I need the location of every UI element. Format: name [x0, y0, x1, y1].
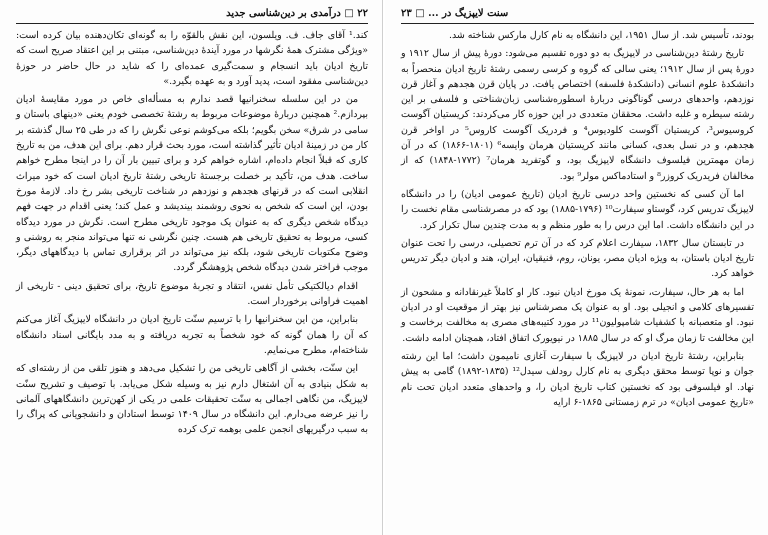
paragraph: اما آن کسی که نخستین واحد درسی تاریخ ادیان (تاریخ عمومی ادیان) را در دانشگاه لایپزیگ تدریس کرد، گوستاو سیفارت¹⁰ (۱۷۹۶-۱۸۸۵) بود که در مصرشناسی مقام نخست را در این دانشگاه داشت. اما این درس را به طور منظم و به مدت چندین سال تکرار کرد.: [401, 188, 754, 231]
right-page-body: [401, 28, 754, 410]
separator-square: □: [415, 7, 425, 19]
paragraph: اقدام دیالکتیکی تأمل نفس، انتقاد و تجربهٔ موضوع تاریخ، برای تحقیق دینی - تاریخی از اهمیت فراوانی برخوردار است.: [16, 280, 368, 308]
left-page: [0, 0, 383, 535]
paragraph: بنابراین، من این سخنرانیها را با ترسیم سنّت تاریخ ادیان در دانشگاه لایپزیگ آغاز می‌کنم که آن را همان گونه که خود شخصاً به تجربه دریافته و به مدد بایگانی اسناد دانشگاه شناخته‌ام، مطرح می‌نمایم.: [16, 314, 368, 356]
right-page-header: [401, 6, 754, 24]
left-page-body: [16, 28, 368, 438]
right-page: [385, 0, 768, 535]
running-title: درآمدی بر دین‌شناسی جدید: [226, 7, 341, 19]
paragraph: تاریخ رشتهٔ دین‌شناسی در لایپزیگ به دو دوره تقسیم می‌شود: دورهٔ پیش از سال ۱۹۱۲ و دورهٔ پس از سال ۱۹۱۲؛ یعنی سالی که گروه و کرسی رسمی رشتهٔ تاریخ ادیان منحصراً به دانشکدهٔ علوم انسانی (دانشکدهٔ فلسفه) اختصاص یافت. در پایان قرن هجدهم و آغاز قرن نوزدهم، واحدهای درسی گوناگونی دربارهٔ اسطوره‌شناسی زبان‌شناختی و فلسفی بر این رشته سیطره و غلبه داشت. محققان متعددی در این حوزه کار می‌کردند: کریستیان آگوست کروسیوس³، کریستیان آگوست کلودیوس⁴ و فردریک آگوست کاروس⁵ در اواخر قرن هجدهم، و در نسل بعدی، کسانی مانند کریستیان هرمان وایسه⁶ (۱۸۰۱-۱۸۶۶) که در آن زمان مهمترین فیلسوف دانشگاه لایپزیگ بود، و گوتفرید هرمان⁷ (۱۷۷۲-۱۸۴۸) که از مخالفان فریدریک کروزر⁸ و استادماکس مولر⁹ بود.: [401, 48, 755, 182]
paragraph: در تابستان سال ۱۸۳۲، سیفارت اعلام کرد که در آن ترم تحصیلی، درسی را تحت عنوان تاریخ ادیان باستان، به ویژه ادیان مصر، یونان، روم، فنیقیان، ایران، هند و ادیان دیگر تدریس خواهد کرد.: [401, 237, 754, 280]
paragraph: بنابراین، رشتهٔ تاریخ ادیان در لایپزیگ با سیفارت آغازی نامیمون داشت؛ اما این رشته جوان و نوپا توسط محقق دیگری به نام کارل رودلف سیدل¹² (۱۸۳۵-۱۸۹۲) گامی به پیش نهاد. او فیلسوفی بود که نخستین کتاب تاریخ ادیان را، و واحدهای متعدد ادیان تحت نام «تاریخ عمومی ادیان» در ترم زمستانی ۱۸۶۵-۶ ارایه: [401, 350, 755, 408]
left-page-header: [16, 6, 368, 24]
paragraph: این سنّت، بخشی از آگاهی تاریخی من را تشکیل می‌دهد و هنوز تلقی من از رشته‌ای که به شکل بنیادی به آن اشتغال دارم نیز به وسیله شکل می‌یابد. با توصیف و تشریح سنّت لایپزیگ، من نگاهی اجمالی به سنّت تحقیقات علمی در یکی از کهن‌ترین دانشگاههای آلمانی را نیز عرضه می‌دارم. این دانشگاه در سال ۱۴۰۹ توسط استادان و دانشجویانی که پراگ را به سبب درگیریهای انجمن علمی بوهمه ترک کرده: [16, 363, 368, 436]
page-number: ۲۲: [357, 7, 368, 19]
paragraph: اما به هر حال، سیفارت، نمونهٔ یک مورخ ادیان نبود. کار او کاملاً غیرنقادانه و مشحون از تفسیرهای کلامی و انجیلی بود. او به عنوان یک مصرشناس نیز بهتر از موقعیت او در ادیان نبود. او متعصبانه با کشفیات شامپولیون¹¹ در مورد کتیبه‌های مصری به مخالفت برخاست و این مخالفت تا زمان مرگ او که در سال ۱۸۸۵ در نیویورک اتفاق افتاد، همچنان ادامه داشت.: [401, 286, 754, 344]
paragraph: کند.¹ آقای جاف. ف. ویلسون، این نقش بالقوّه را به گونه‌ای تکان‌دهنده بیان کرده است: «ویژگی مشترک همهٔ نگرشها در مورد آیندهٔ دین‌شناسی، مبتنی بر این اعتقاد صریح است که تاریخ ادیان باید انسجام و سمت‌گیری عمده‌ای را که شاید در حال حاضر در حوزهٔ دین‌شناسی مفقود است، پدید آورد و به عهده بگیرد.»: [16, 30, 368, 87]
separator-square: □: [344, 7, 354, 19]
page-number: ۲۳: [401, 7, 412, 19]
paragraph: من در این سلسله سخنرانیها قصد ندارم به مسأله‌ای خاص در مورد مقایسهٔ ادیان بپردازم.² همچنین دربارهٔ موضوعات مربوط به رشتهٔ تخصصی خودم یعنی «دینهای باستان و سامی در شرق» سخن بگویم؛ بلکه می‌کوشم نوعی نگرش را که در طی ۲۵ سال گذشته بر کار من در زمینهٔ ادیان تأثیر گذاشته است، مورد بحث قرار دهم. برای این هدف، من به تاریخ کاری که قبلاً انجام داده‌ام، اشاره خواهم کرد و برای تبیین بار آن را در اینجا مطرح خواهم ساخت. هدف من، تأکید بر خصلت برجستهٔ تاریخی رشتهٔ تاریخ ادیان است که خود میراث انقلابی است که در قرنهای هجدهم و نوزدهم در شناخت تاریخی بشر رخ داد. لازمهٔ مورخ بودن، این است که شخص به نحوی روشمند بیندیشد و عمل کند؛ یعنی اقدام در جهت فهم دیدگاه شخص دیگری که به عنوان یک موجود تاریخی مطرح است. نگرش در مورد دیدگاه کسی، مربوط به تحقیق تاریخی هم هست. چنین نگرشی نه تنها می‌تواند منجر به روشنی و وضوح مکتوبات تاریخی شود، بلکه نیز می‌تواند در اثر برقراری تماس با دیدگاههای دیگر، موجب فراختر شدن دیدگاه شخص پژوهشگر گردد.: [16, 94, 369, 274]
running-title: سنت لایپزیگ در ...: [428, 7, 509, 19]
paragraph: بودند، تأسیس شد. از سال ۱۹۵۱، این دانشگاه به نام کارل مارکس شناخته شد.: [448, 30, 754, 41]
